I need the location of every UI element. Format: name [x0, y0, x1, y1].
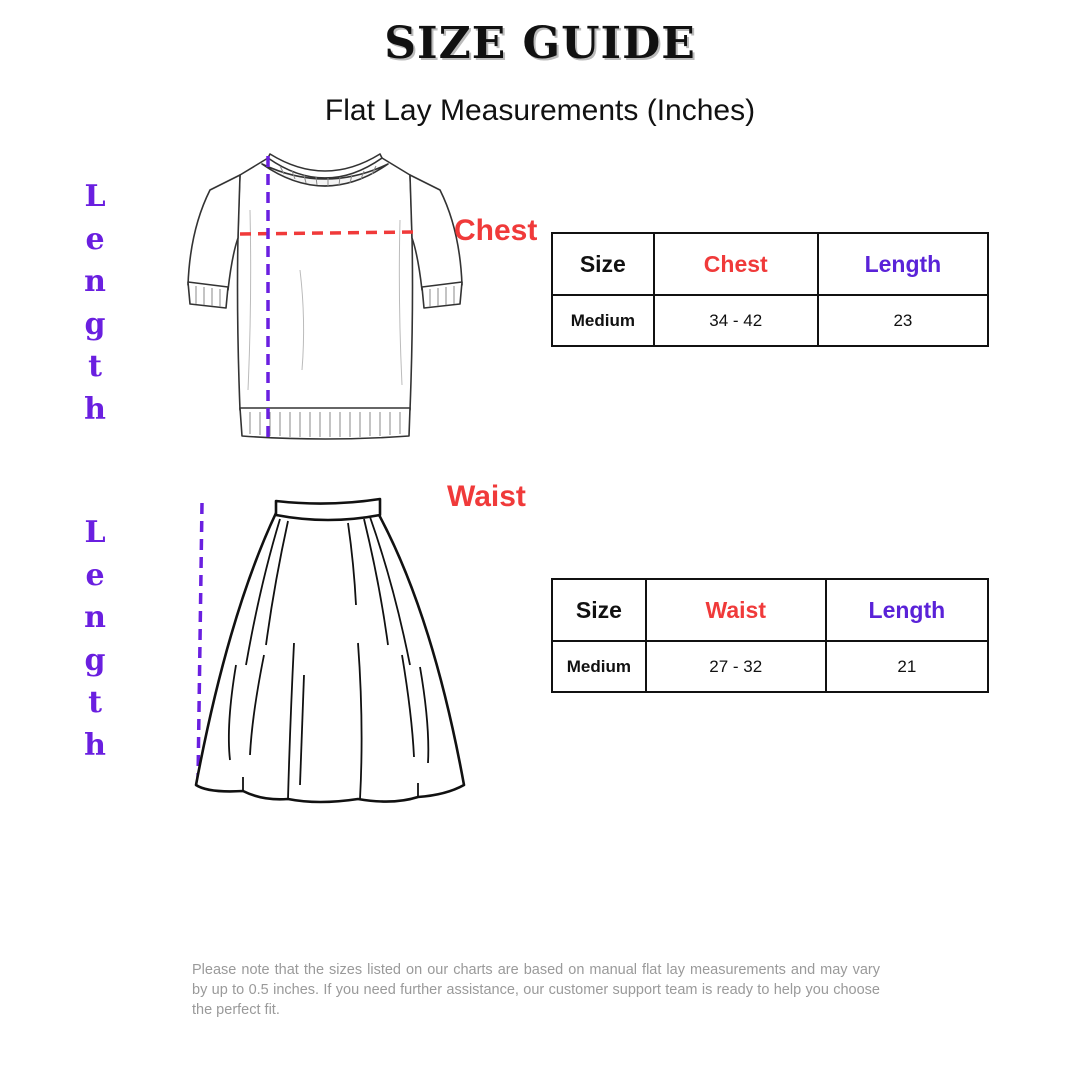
chest-cell: 34 - 42: [654, 295, 818, 346]
length-letter: t: [88, 349, 102, 384]
size-cell: Medium: [552, 295, 654, 346]
size-cell: Medium: [552, 641, 646, 692]
waist-label: Waist: [447, 480, 526, 513]
table-header-row: [552, 579, 988, 641]
top-size-table: [551, 232, 989, 347]
length-letter: h: [84, 391, 106, 427]
top-length-vertical-label: [70, 176, 120, 431]
table-row: [552, 295, 988, 346]
length-letter: g: [84, 306, 106, 342]
chest-header: Chest: [654, 233, 818, 295]
length-letter: h: [84, 727, 106, 763]
skirt-icon: [188, 495, 473, 815]
size-header: Size: [552, 579, 646, 641]
length-letter: g: [84, 642, 106, 678]
chest-label: Chest: [454, 214, 538, 247]
length-cell: 23: [818, 295, 988, 346]
bottom-size-table: [551, 578, 989, 693]
size-header: Size: [552, 233, 654, 295]
measurement-note: Please note that the sizes listed on our charts are based on manual flat lay measurements and may vary by up to 0.5 inches. If you need further assistance, our customer support team is ready to help you choose the perfect fit.: [192, 962, 880, 1018]
length-letter: n: [84, 600, 106, 635]
length-letter: e: [85, 221, 105, 257]
length-letter: e: [85, 557, 105, 593]
length-letter: n: [84, 264, 106, 299]
page-subtitle: Flat Lay Measurements (Inches): [324, 94, 756, 127]
waist-header: Waist: [646, 579, 826, 641]
length-header: Length: [826, 579, 988, 641]
table-header-row: [552, 233, 988, 295]
length-cell: 21: [826, 641, 988, 692]
waist-cell: 27 - 32: [646, 641, 826, 692]
bottom-length-vertical-label: [70, 512, 120, 767]
table-row: [552, 641, 988, 692]
top-garment-illustration: [180, 150, 470, 450]
bottom-garment-illustration: [188, 495, 473, 815]
length-header: Length: [818, 233, 988, 295]
page-title: SIZE GUIDE: [384, 18, 696, 69]
length-letter: L: [84, 179, 106, 214]
length-letter: t: [88, 685, 102, 720]
t-shirt-icon: [180, 150, 470, 450]
length-letter: L: [84, 515, 106, 550]
